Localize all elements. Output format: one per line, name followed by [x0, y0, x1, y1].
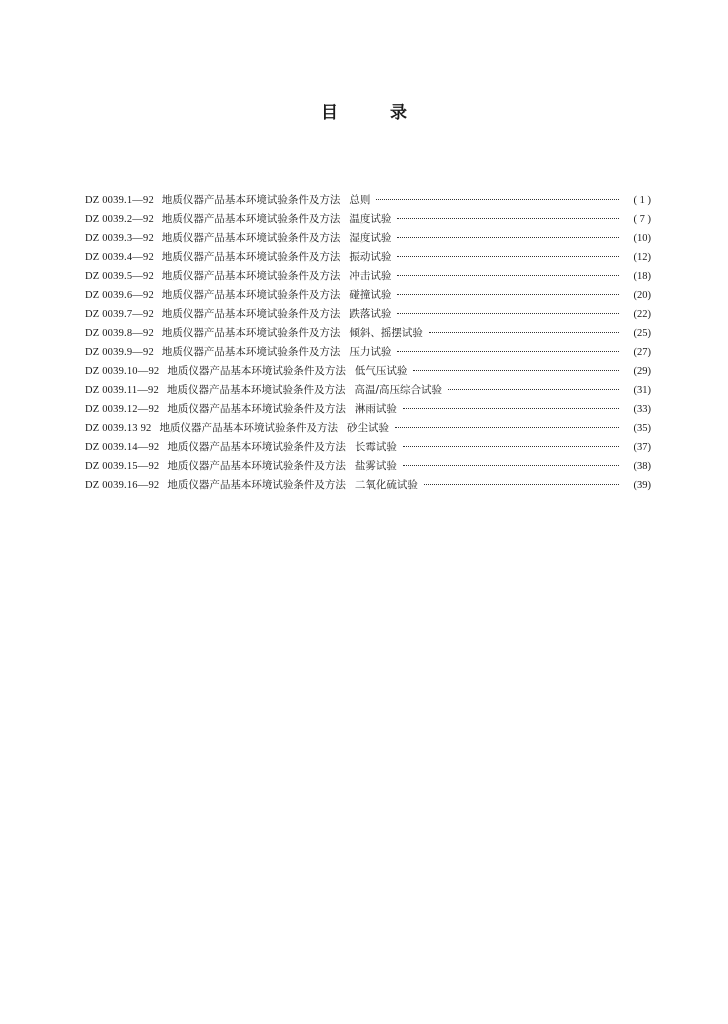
page-number: (22): [633, 309, 651, 320]
standard-code: DZ 0039.11—92: [85, 385, 159, 396]
dot-leader: [429, 332, 619, 333]
standard-code: DZ 0039.3—92: [85, 233, 154, 244]
entry-topic: 淋雨试验: [354, 403, 397, 415]
series-title: 地质仪器产品基本环境试验条件及方法: [167, 403, 346, 415]
page-number: ( 7 ): [633, 214, 651, 225]
entry-topic: 碰撞试验: [349, 289, 392, 301]
dot-leader: [397, 237, 619, 238]
dot-leader: [397, 218, 619, 219]
toc-entry: [85, 305, 651, 324]
toc-entry: [85, 343, 651, 362]
page-number: (38): [633, 461, 651, 472]
standard-code: DZ 0039.1—92: [85, 195, 154, 206]
entry-topic: 压力试验: [349, 346, 392, 358]
entry-topic: 倾斜、摇摆试验: [349, 327, 423, 339]
toc-entry: [85, 400, 651, 419]
entry-topic: 砂尘试验: [346, 422, 389, 434]
series-title: 地质仪器产品基本环境试验条件及方法: [161, 194, 341, 206]
entry-topic: 冲击试验: [349, 270, 392, 282]
page-title: [0, 98, 728, 123]
standard-code: DZ 0039.16—92: [85, 480, 160, 491]
dot-leader: [397, 256, 619, 257]
entry-topic: 低气压试验: [354, 365, 408, 377]
entry-topic: 高温/高压综合试验: [354, 384, 443, 396]
series-title: 地质仪器产品基本环境试验条件及方法: [161, 308, 341, 320]
entry-topic: 二氧化硫试验: [354, 479, 418, 491]
entry-topic: 跌落试验: [349, 308, 392, 320]
page-number: (18): [633, 271, 651, 282]
standard-code: DZ 0039.6—92: [85, 290, 154, 301]
toc-entry: [85, 438, 651, 457]
standard-code: DZ 0039.14—92: [85, 442, 160, 453]
toc-entry: [85, 457, 651, 476]
page-number: (37): [633, 442, 651, 453]
page-number: (10): [633, 233, 651, 244]
dot-leader: [448, 389, 619, 390]
dot-leader: [397, 275, 619, 276]
page-number: (29): [633, 366, 651, 377]
toc-entry: [85, 286, 651, 305]
standard-code: DZ 0039.2—92: [85, 214, 154, 225]
standard-code: DZ 0039.15—92: [85, 461, 160, 472]
standard-code: DZ 0039.5—92: [85, 271, 154, 282]
dot-leader: [397, 313, 619, 314]
page-number: ( 1 ): [633, 195, 651, 206]
title-char-1: 目: [321, 103, 338, 123]
page-number: (33): [633, 404, 651, 415]
series-title: 地质仪器产品基本环境试验条件及方法: [161, 251, 341, 263]
series-title: 地质仪器产品基本环境试验条件及方法: [167, 365, 346, 377]
toc-entry: [85, 229, 651, 248]
standard-code: DZ 0039.9—92: [85, 347, 154, 358]
series-title: 地质仪器产品基本环境试验条件及方法: [159, 422, 338, 434]
dot-leader: [403, 446, 619, 447]
standard-code: DZ 0039.7—92: [85, 309, 154, 320]
table-of-contents: [85, 191, 651, 495]
page-number: (39): [633, 480, 651, 491]
page-number: (20): [633, 290, 651, 301]
dot-leader: [395, 427, 619, 428]
entry-topic: 总则: [349, 194, 371, 206]
page-number: (31): [633, 385, 651, 396]
series-title: 地质仪器产品基本环境试验条件及方法: [161, 270, 341, 282]
series-title: 地质仪器产品基本环境试验条件及方法: [161, 213, 341, 225]
dot-leader: [413, 370, 619, 371]
toc-entry: [85, 381, 651, 400]
toc-entry: [85, 476, 651, 495]
standard-code: DZ 0039.13 92: [85, 423, 152, 434]
toc-entry: [85, 267, 651, 286]
toc-entry: [85, 191, 651, 210]
title-char-2: 录: [390, 103, 407, 123]
standard-code: DZ 0039.8—92: [85, 328, 154, 339]
dot-leader: [397, 351, 619, 352]
series-title: 地质仪器产品基本环境试验条件及方法: [161, 232, 341, 244]
page-number: (12): [633, 252, 651, 263]
entry-topic: 振动试验: [349, 251, 392, 263]
entry-topic: 盐雾试验: [354, 460, 397, 472]
page-number: (35): [633, 423, 651, 434]
dot-leader: [397, 294, 619, 295]
toc-entry: [85, 210, 651, 229]
toc-entry: [85, 362, 651, 381]
series-title: 地质仪器产品基本环境试验条件及方法: [161, 327, 341, 339]
standard-code: DZ 0039.4—92: [85, 252, 154, 263]
entry-topic: 长霉试验: [354, 441, 397, 453]
dot-leader: [424, 484, 619, 485]
toc-entry: [85, 248, 651, 267]
toc-entry: [85, 419, 651, 438]
series-title: 地质仪器产品基本环境试验条件及方法: [167, 479, 346, 491]
dot-leader: [403, 465, 619, 466]
series-title: 地质仪器产品基本环境试验条件及方法: [161, 289, 341, 301]
standard-code: DZ 0039.12—92: [85, 404, 160, 415]
standard-code: DZ 0039.10—92: [85, 366, 160, 377]
series-title: 地质仪器产品基本环境试验条件及方法: [167, 460, 346, 472]
page-number: (25): [633, 328, 651, 339]
series-title: 地质仪器产品基本环境试验条件及方法: [166, 384, 346, 396]
page-number: (27): [633, 347, 651, 358]
dot-leader: [403, 408, 619, 409]
entry-topic: 温度试验: [349, 213, 392, 225]
toc-entry: [85, 324, 651, 343]
series-title: 地质仪器产品基本环境试验条件及方法: [167, 441, 346, 453]
dot-leader: [376, 199, 619, 200]
entry-topic: 湿度试验: [349, 232, 392, 244]
series-title: 地质仪器产品基本环境试验条件及方法: [161, 346, 341, 358]
